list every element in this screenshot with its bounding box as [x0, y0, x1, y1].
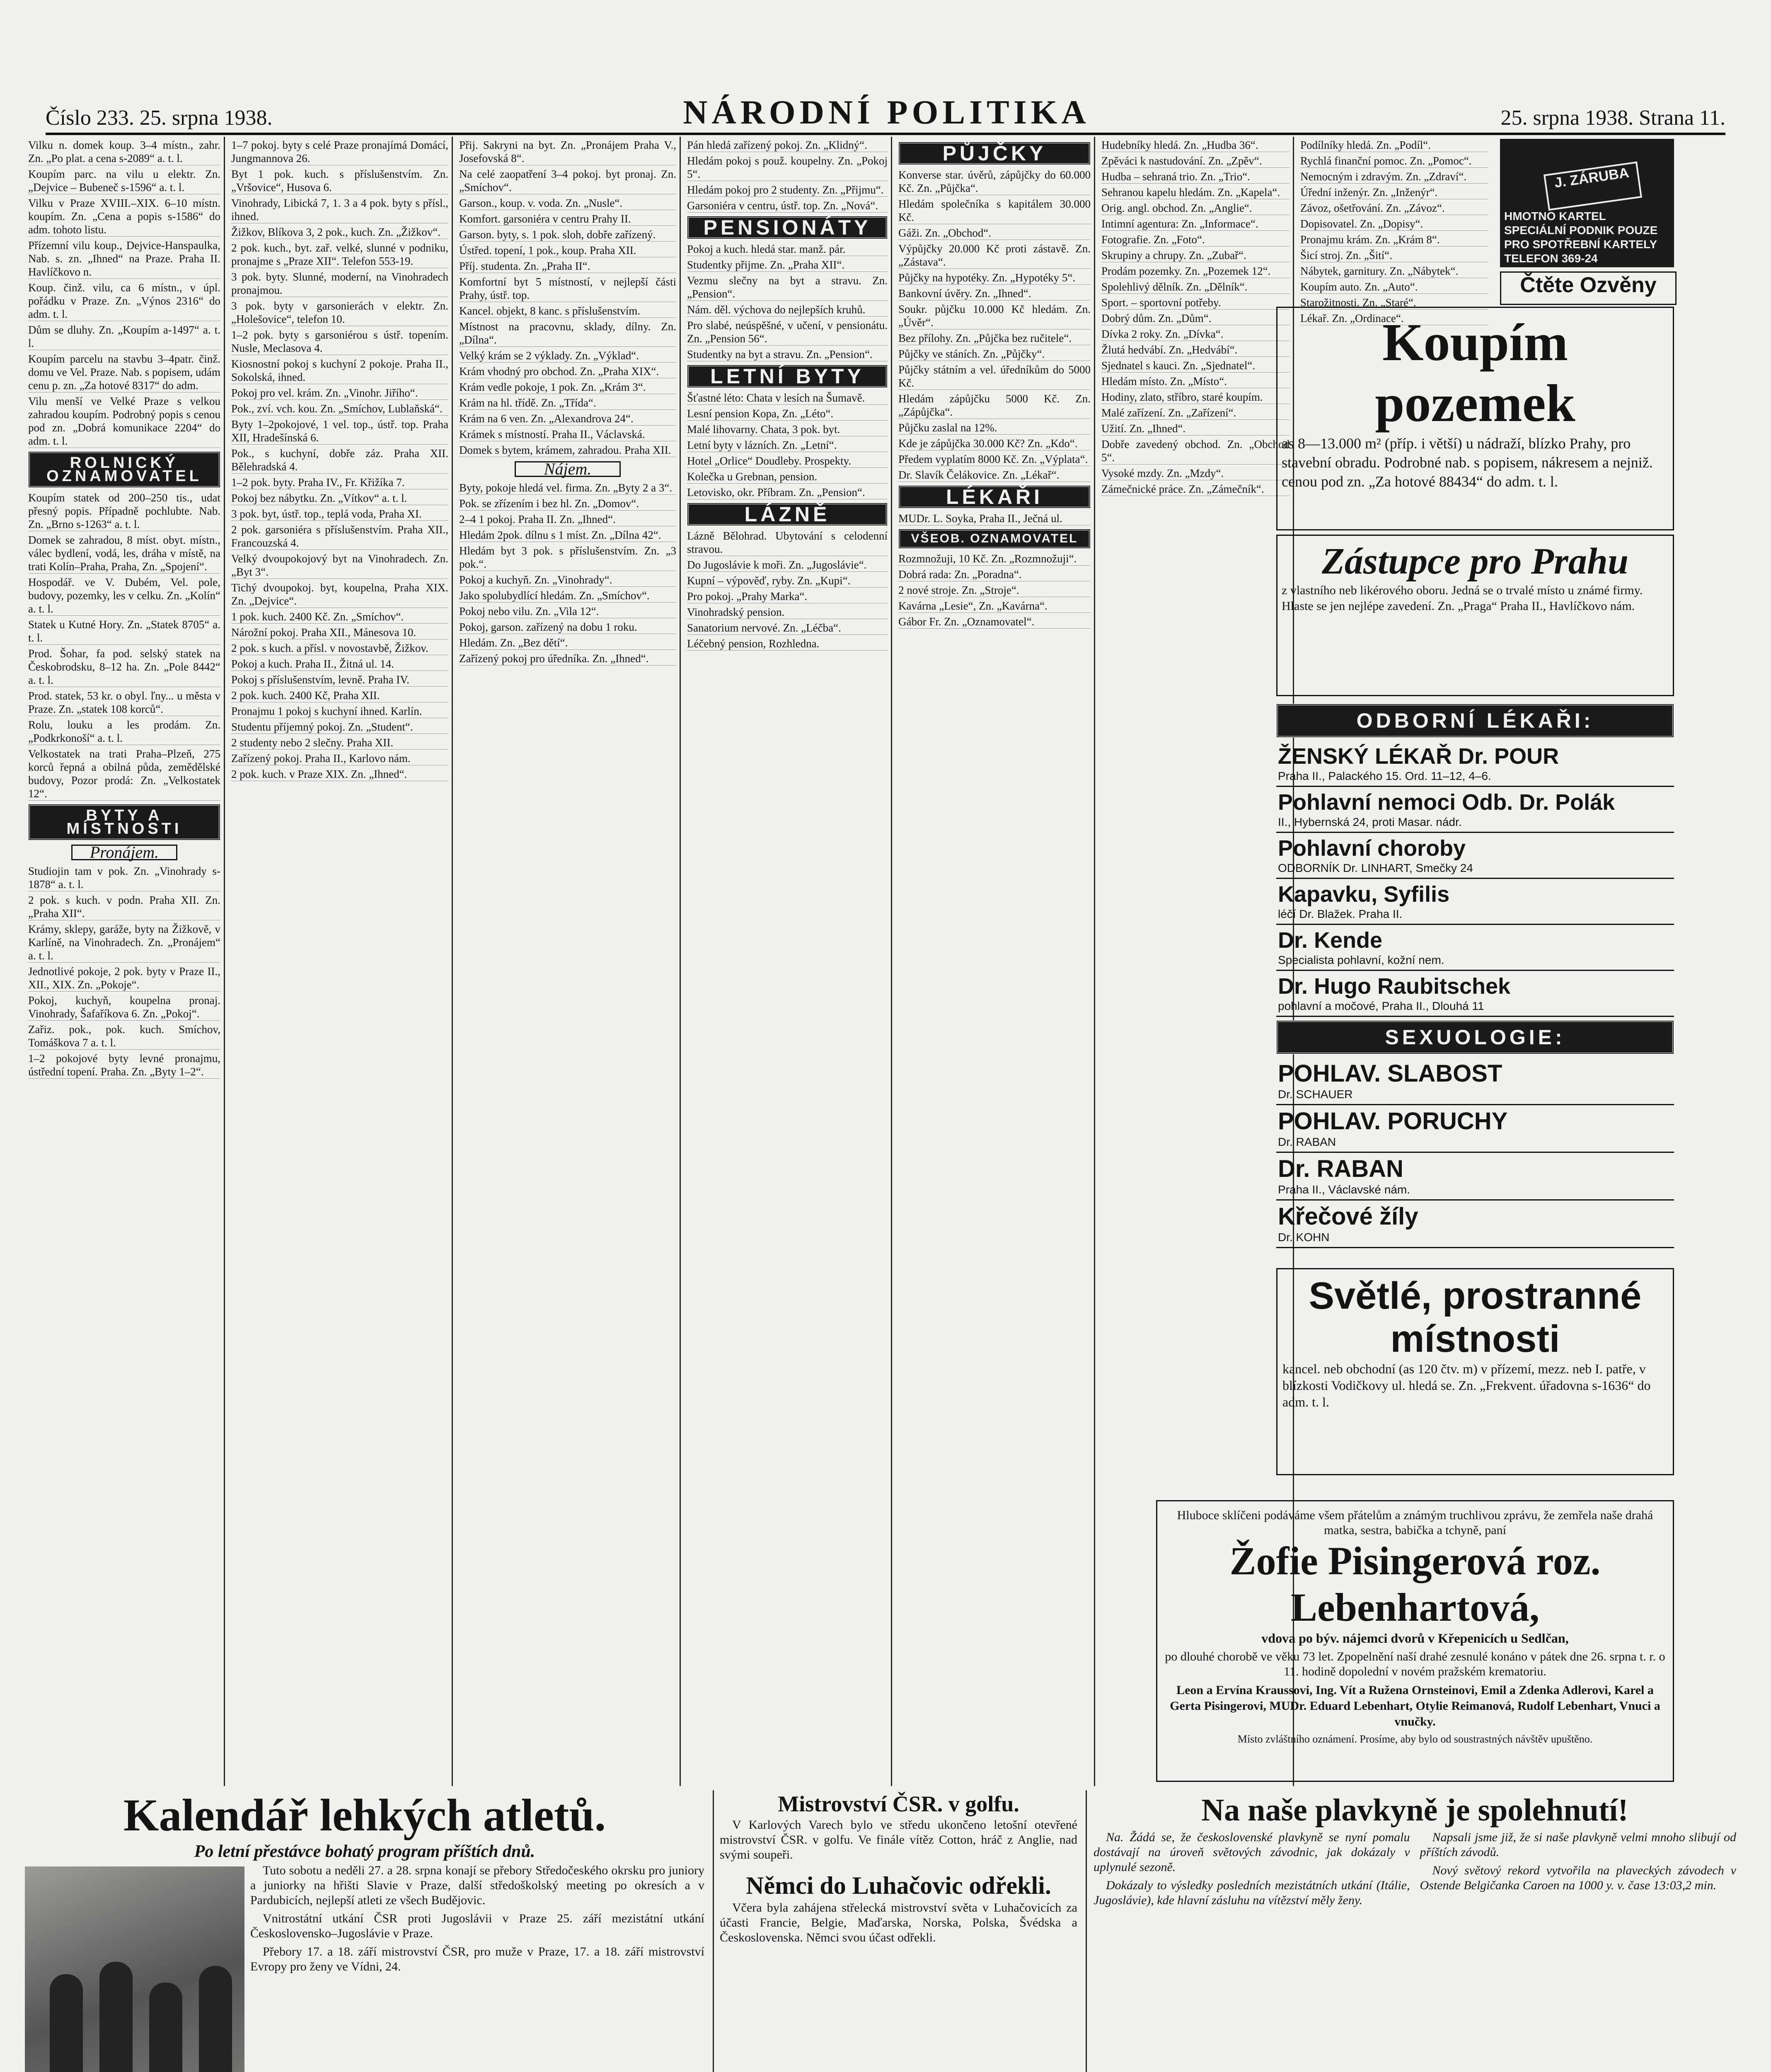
classified-ad: Komfortní byt 5 místností, v nejlepší části Prahy, ústř. top. [459, 276, 676, 301]
classified-ad: Koupím parcelu na stavbu 3–4patr. činž. domu ve Vel. Praze. Nab. s popisem, udám cenu p. zn. „Za hotové 8317“ do adm. [28, 353, 220, 392]
classified-ad: Sehranou kapelu hledám. Zn. „Kapela“. [1101, 186, 1290, 199]
classified-ad: Bankovní úvěry. Zn. „Ihned“. [898, 287, 1091, 300]
doctor-detail: Dr. KOHN [1278, 1231, 1330, 1244]
classified-ad: Pokoj, garson. zařízený na dobu 1 roku. [459, 620, 676, 634]
classified-ad: Krám na hl. třídě. Zn. „Třída“. [459, 396, 676, 410]
classified-ad: 3 pok. byt, ústř. top., teplá voda, Praha XI. [231, 507, 448, 521]
classified-ad: Sport. – sportovní potřeby. [1101, 296, 1290, 310]
classified-ad: Velký dvoupokojový byt na Vinohradech. Zn. „Byt 3“. [231, 552, 448, 578]
doctor-name: POHLAV. SLABOST [1278, 1060, 1502, 1087]
classified-ad: Sanatorium nervové. Zn. „Léčba“. [687, 621, 888, 635]
doctor-ad [1276, 741, 1674, 787]
classified-ad: Orig. angl. obchod. Zn. „Anglie“. [1101, 201, 1290, 215]
classified-ad: Gáži. Zn. „Obchod“. [898, 226, 1091, 240]
ads-list [25, 137, 224, 1082]
classified-ad: Studentky přijme. Zn. „Praha XII“. [687, 258, 888, 272]
classified-ad: Hledám společníka s kapitálem 30.000 Kč. [898, 198, 1091, 223]
classified-ad: 2 pok. kuch. 2400 Kč, Praha XII. [231, 689, 448, 702]
classified-ad: Hledám byt 3 pok. s příslušenstvím. Zn. „3 pok.“. [459, 545, 676, 570]
classified-ad: Vilku n. domek koup. 3–4 místn., zahr. Zn. „Po plat. a cena s-2089“ a. t. l. [28, 139, 220, 165]
newspaper-title: NÁRODNÍ POLITIKA [683, 93, 1090, 131]
doctor-ad [1276, 1105, 1674, 1153]
doctor-detail: Dr. RABAN [1278, 1135, 1336, 1148]
classified-ad: Půjčku zaslal na 12%. [898, 421, 1091, 435]
classified-ad: Přízemní vilu koup., Dejvice-Hanspaulka, Nab. s. zn. „Ihned“ na Praze. Praha II. Havlíčkovo n. [28, 239, 220, 278]
classified-ad: Pro pokoj. „Prahy Marka“. [687, 590, 888, 603]
section-rolnicky-oznamovatel: ROLNICKÝ OZNAMOVATEL [28, 451, 220, 488]
classified-ad: Pro slabé, neúspěšné, v učení, v pensionátu. Zn. „Pension 56“. [687, 319, 888, 345]
classified-ad: Pok., zví. vch. kou. Zn. „Smíchov, Lublaňská“. [231, 402, 448, 416]
doctor-name: Dr. Hugo Raubitschek [1278, 974, 1511, 999]
classified-ad: Starožitnosti. Zn. „Staré“. [1300, 296, 1488, 310]
obituary: Hluboce sklíčeni podáváme všem přátelům a známým truchlivou zprávu, že zemřela naše drahá matka, sestra, babička a tchyně, paní Žofie Pisingerová roz. Lebenhartová, vdova po býv. nájemci dvorů v Křepenicích u Sedlčan, po dlouhé chorobě ve věku 73 let. Zpopelnění naší drahé zesnulé konáno v pátek dne 26. srpna t. r. o 11. hodině dopolední v novém pražském krematoriu. Leon a Ervína Kraussovi, Ing. Vít a Ružena Ornsteinovi, Emil a Zdenka Adlerovi, Karel a Gerta Pisingerovi, MUDr. Eduard Lebenhart, Otylie Reimanová, Rudolf Lebenhart, Vnuci a vnučky. Místo zvláštního oznámení. Prosíme, aby bylo od soustrastných návštěv upuštěno. [1156, 1500, 1674, 1782]
classified-ad: Pokoj a kuch. hledá star. manž. pár. [687, 242, 888, 256]
classified-ad: 1–7 pokoj. byty s celé Praze pronajímá Domácí, Jungmannova 26. [231, 139, 448, 165]
classified-ad: Dobrý dům. Zn. „Dům“. [1101, 312, 1290, 325]
section-odborni-lekari: ODBORNÍ LÉKAŘI: [1276, 704, 1674, 738]
classified-ad: Jako spolubydlící hledám. Zn. „Smíchov“. [459, 589, 676, 603]
ads-list [456, 137, 680, 669]
classified-ad: Místnost na pracovnu, sklady, dílny. Zn. „Dílna“. [459, 320, 676, 346]
classified-ad: Hledám. Zn. „Bez dětí“. [459, 636, 676, 650]
section-lazne: LÁZNĚ [687, 503, 888, 526]
classified-ad: Hledám zápůjčku 5000 Kč. Zn. „Zápůjčka“. [898, 392, 1091, 418]
column-4 [684, 137, 892, 1786]
classified-ad: Nárožní pokoj. Praha XII., Mánesova 10. [231, 626, 448, 639]
classified-ad: Dopisovatel. Zn. „Dopisy“. [1300, 217, 1488, 231]
ozveny-ad: Čtěte Ozvěny [1500, 271, 1677, 305]
classified-ad: Šťastné léto: Chata v lesích na Šumavě. [687, 391, 888, 405]
classified-ad: MUDr. L. Soyka, Praha II., Ječná ul. [898, 512, 1091, 525]
column-5 [895, 137, 1095, 1786]
ads-list [1297, 137, 1492, 329]
classified-ad: Pokoj pro vel. krám. Zn. „Vinohr. Jiřího“. [231, 386, 448, 400]
classified-ad: Zpěváci k nastudování. Zn. „Zpěv“. [1101, 154, 1290, 168]
doctor-name: Dr. RABAN [1278, 1155, 1403, 1182]
classified-ad: Sjednatel s kauci. Zn. „Sjednatel“. [1101, 359, 1290, 373]
classified-ad: Pronajmu krám. Zn. „Krám 8“. [1300, 233, 1488, 247]
classified-ad: Půjčky ve stáních. Zn. „Půjčky“. [898, 347, 1091, 361]
ads-list [895, 137, 1094, 632]
doctor-ad [1276, 971, 1674, 1017]
athlete-figure [50, 1974, 83, 2072]
classified-ad: Koupím auto. Zn. „Auto“. [1300, 280, 1488, 294]
doctors-block [1276, 700, 1674, 1264]
classified-ad: Vinohrady, Libická 7, 1. 3 a 4 pok. byty s přísl., ihned. [231, 197, 448, 223]
classified-ad: Pokoj s příslušenstvím, levně. Praha IV. [231, 673, 448, 687]
doctor-name: POHLAV. PORUCHY [1278, 1108, 1508, 1135]
classified-ad: Kiosnostní pokoj s kuchyní 2 pokoje. Praha II., Sokolská, ihned. [231, 358, 448, 383]
obituary-name: Žofie Pisingerová roz. Lebenhartová, [1229, 1539, 1601, 1629]
classified-ad: Hledám pokoj s použ. koupelny. Zn. „Pokoj 5“. [687, 155, 888, 180]
classified-ad: Hudebníky hledá. Zn. „Hudba 36“. [1101, 138, 1290, 152]
classified-ad: Studentky na byt a stravu. Zn. „Pension“. [687, 348, 888, 361]
classified-ad: Jednotlivé pokoje, 2 pok. byty v Praze II., XII., XIX. Zn. „Pokoje“. [28, 965, 220, 991]
classified-ad: 3 pok. byty. Slunné, moderní, na Vinohradech pronajmou. [231, 271, 448, 296]
doctor-detail: Dr. SCHAUER [1278, 1088, 1353, 1101]
masthead [46, 91, 1725, 135]
page-number: 25. srpna 1938. Strana 11. [1500, 106, 1725, 130]
doctor-name: Kapavku, Syfilis [1278, 882, 1450, 907]
classified-ad: Tichý dvoupokoj. byt, koupelna, Praha XIX. Zn. „Dejvice“. [231, 581, 448, 607]
doctor-name: Pohlavní choroby [1278, 836, 1466, 861]
classified-ad: Spolehlivý dělník. Zn. „Dělník“. [1101, 280, 1290, 294]
classified-ad: Kolečka u Grebnan, pension. [687, 470, 888, 484]
classified-ad: Studiojin tam v pok. Zn. „Vinohrady s-1878“ a. t. l. [28, 865, 220, 891]
classified-ad: Bez přílohy. Zn. „Půjčka bez ručitele“. [898, 332, 1091, 345]
classified-ad: Konverse star. úvěrů, zápůjčky do 60.000 Kč. Zn. „Půjčka“. [898, 169, 1091, 194]
classified-ad: Dobře zavedený obchod. Zn. „Obchod 5“. [1101, 438, 1290, 464]
classified-ad: Půjčky na hypotéky. Zn. „Hypotéky 5“. [898, 271, 1091, 285]
classified-ad: Kancel. objekt, 8 kanc. s příslušenstvím. [459, 304, 676, 318]
classified-ad: Koup. činž. vilu, ca 6 místn., v úpl. pořádku v Praze. Zn. „Výnos 2316“ do adm. t. l. [28, 281, 220, 320]
classified-ad: Zařízený pokoj. Praha II., Karlovo nám. [231, 752, 448, 765]
classified-ad: Vinohradský pension. [687, 605, 888, 619]
doctor-ad [1276, 1201, 1674, 1248]
classified-ad: 2–4 1 pokoj. Praha II. Zn. „Ihned“. [459, 513, 676, 526]
classified-ad: Garson. byty, s. 1 pok. sloh, dobře zařízený. [459, 228, 676, 242]
issue-date: Číslo 233. 25. srpna 1938. [46, 106, 273, 130]
classified-ad: Vezmu slečny na byt a stravu. Zn. „Pension“. [687, 274, 888, 300]
section-byty-mistnosti: BYTY A MÍSTNOSTI [28, 804, 220, 840]
classified-ad: Zámečnické práce. Zn. „Zámečník“. [1101, 482, 1290, 496]
doctor-name: Křečové žíly [1278, 1203, 1418, 1230]
sports-section [25, 1790, 1736, 2072]
column-1 [25, 137, 225, 1786]
classified-ad: Dr. Slavík Čelákovice. Zn. „Lékař“. [898, 468, 1091, 482]
classified-ad: Garsoniéra v centru, ústř. top. Zn. „Nová“. [687, 199, 888, 213]
classified-ad: Krám vhodný pro obchod. Zn. „Praha XIX“. [459, 365, 676, 378]
classified-ad: Pokoj a kuch. Praha II., Žitná ul. 14. [231, 657, 448, 671]
classified-ad: 2 nové stroje. Zn. „Stroje“. [898, 583, 1091, 597]
classified-ad: Letovisko, okr. Příbram. Zn. „Pension“. [687, 486, 888, 499]
classified-ad: Domek se zahradou, 8 míst. obyt. místn., válec bydlení, vodá, les, dráha v místě, na trati Kolín–Praha, Praha, Zn. „Spojení“. [28, 534, 220, 573]
doctor-name: Pohlavní nemoci Odb. Dr. Polák [1278, 790, 1615, 815]
section-pensionaty: PENSIONÁTY [687, 216, 888, 239]
athlete-figure [199, 1966, 232, 2072]
athlete-figure [149, 1982, 182, 2072]
classified-ad: Rychlá finanční pomoc. Zn. „Pomoc“. [1300, 154, 1488, 168]
classified-ad: Přij. Sakryni na byt. Zn. „Pronájem Praha V., Josefovská 8“. [459, 139, 676, 165]
classified-ad: Dívka 2 roky. Zn. „Dívka“. [1101, 327, 1290, 341]
classified-ad: Pokoj nebo vilu. Zn. „Vila 12“. [459, 605, 676, 618]
classified-ad: 2 pok. s kuch. v podn. Praha XII. Zn. „Praha XII“. [28, 894, 220, 920]
zastupce-ad: Zástupce pro Prahu z vlastního neb likérového oboru. Jedná se o trvalé místo u známé firmy. Hlaste se jen nejlépe zavedení. Zn. „Praga“ Praha II., Havlíčkovo nám. [1276, 535, 1674, 696]
classified-ad: Hotel „Orlice“ Doudleby. Prospekty. [687, 454, 888, 468]
classified-ad: 2 pok. garsoniéra s příslušenstvím. Praha XII., Francouzská 4. [231, 523, 448, 549]
classified-ad: Krámy, sklepy, garáže, byty na Žižkově, v Karlíně, na Vinohradech. Zn. „Pronájem“ a. t. l. [28, 923, 220, 962]
logo-text: HMOTNO KARTEL SPECIÁLNÍ PODNIK POUZE PRO SPOTŘEBNÍ KARTELY TELEFON 369-24 [1504, 210, 1658, 265]
ads-list [684, 137, 891, 654]
classified-ad: 2 studenty nebo 2 slečny. Praha XII. [231, 736, 448, 750]
classified-ad: Malé lihovarny. Chata, 3 pok. byt. [687, 423, 888, 436]
classified-ad: Kupní – výpověď, ryby. Zn. „Kupi“. [687, 574, 888, 588]
svetle-mistnosti-ad: Světlé, prostranné místnosti kancel. neb obchodní (as 120 čtv. m) v přízemí, mezz. neb I. patře, v blízkosti Vodičkovy ul. hledá se. Zn. „Frekvent. úřadovna s-1636“ do adm. t. l. [1276, 1268, 1674, 1475]
classified-ad: Pronajmu 1 pokoj s kuchyní ihned. Karlín. [231, 704, 448, 718]
classified-ad: Půjčky státním a vel. úředníkům do 5000 Kč. [898, 363, 1091, 389]
classified-ad: Malé zařízení. Zn. „Zařízení“. [1101, 406, 1290, 420]
classified-ad: Lékař. Zn. „Ordinace“. [1300, 312, 1488, 325]
classified-ad: 1 pok. kuch. 2400 Kč. Zn. „Smíchov“. [231, 610, 448, 624]
classified-ad: Garson., koup. v. voda. Zn. „Nusle“. [459, 196, 676, 210]
koupim-pozemek-ad: Koupím pozemek as 8—13.000 m² (příp. i větší) u nádraží, blízko Prahy, pro stavební obradu. Podrobné nab. s popisem, nákresem a nejniž. cenou pod zn. „Za hotové 88434“ do adm. t. l. [1276, 307, 1674, 530]
classified-ad: Soukr. půjčku 10.000 Kč hledám. Zn. „Úvěr“. [898, 303, 1091, 329]
classified-ad: Příj. studenta. Zn. „Praha II“. [459, 259, 676, 273]
classified-ad: Úřední inženýr. Zn. „Inženýr“. [1300, 186, 1488, 199]
doctor-detail: ODBORNÍK Dr. LINHART, Smečky 24 [1278, 862, 1473, 874]
section-vseob-oznamovatel: VŠEOB. OZNAMOVATEL [898, 529, 1091, 549]
classified-ad: Komfort. garsoniéra v centru Prahy II. [459, 212, 676, 226]
classified-ad: Pokoj bez nábytku. Zn. „Vítkov“ a. t. l. [231, 491, 448, 505]
ads-list [1098, 137, 1293, 500]
classified-ad: Koupím parc. na vilu u elektr. Zn. „Dejvice – Bubeneč s-1596“ a. t. l. [28, 168, 220, 194]
doctor-ad [1276, 1058, 1674, 1105]
sexuology-list [1276, 1058, 1674, 1248]
classified-ad: Žižkov, Blíkova 3, 2 pok., kuch. Zn. „Žižkov“. [231, 225, 448, 239]
zaruba-logo [1500, 139, 1674, 267]
classified-ad: 1–2 pokojové byty levné pronajmu, ústřední topení. Praha. Zn. „Byty 1–2“. [28, 1052, 220, 1078]
ads-list [228, 137, 452, 785]
classified-ad: 2 pok. s kuch. a přísl. v novostavbě, Žižkov. [231, 641, 448, 655]
classified-ad: Léčebný pension, Rozhledna. [687, 637, 888, 651]
classified-ad: Dobrá rada: Zn. „Poradna“. [898, 568, 1091, 581]
classified-ad: 2 pok. kuch. v Praze XIX. Zn. „Ihned“. [231, 767, 448, 781]
column-3 [456, 137, 681, 1786]
classified-ad: Rolu, louku a les prodám. Zn. „Podkrkonoší“ a. t. l. [28, 719, 220, 744]
classified-ad: Žlutá hedvábí. Zn. „Hedvábí“. [1101, 343, 1290, 357]
classified-ad: Velký krám se 2 výklady. Zn. „Výklad“. [459, 349, 676, 363]
classified-ad: Domek s bytem, krámem, zahradou. Praha XII. [459, 443, 676, 457]
classified-ad: Užití. Zn. „Ihned“. [1101, 422, 1290, 436]
doctor-name: ŽENSKÝ LÉKAŘ Dr. POUR [1278, 744, 1559, 769]
plavkyne-article: Na naše plavkyně je spolehnutí! Na. Žádá se, že československé plavkyně se nyní pomalu dostávají na úroveň světových závodnic, jak dokázaly v uplynulé sezoně. Dokázaly to výsledky posledních mezistátních utkání (Itálie, Jugoslávie), kde hlavní zásluhu na vítězství měly ženy. Napsali jsme již, že si naše plavkyně velmi mnoho slibují od příštích závodů. Nový světový rekord vytvořila na plaveckých závodech v Ostende Belgičanka Caroen na 1000 y. v. čase 13:03,2 min. [1086, 1790, 1736, 2072]
classified-ad: Lázně Bělohrad. Ubytování s celodenní stravou. [687, 530, 888, 555]
classified-ad: Výpůjčky 20.000 Kč proti zástavě. Zn. „Zástava“. [898, 242, 1091, 268]
subsection-pronajem: Pronájem. [71, 845, 177, 860]
classified-ad: Skrupiny a chrupy. Zn. „Zubař“. [1101, 249, 1290, 262]
doctor-detail: Praha II., Václavské nám. [1278, 1183, 1411, 1196]
logo-stamp: J. ZÁRUBA [1544, 162, 1642, 211]
classified-ad: Hledám pokoj pro 2 studenty. Zn. „Přijmu“. [687, 183, 888, 197]
classified-ad: Vilu menší ve Velké Praze s velkou zahradou koupím. Podrobný popis s cenou pod zn. „Dobrá komunikace 2204“ do adm. t. l. [28, 395, 220, 447]
classified-ad: Pok., s kuchyní, dobře záz. Praha XII. Bělehradská 4. [231, 447, 448, 473]
classified-ad: Nám. děl. výchova do nejlepších kruhů. [687, 303, 888, 317]
classified-ad: Hledám místo. Zn. „Místo“. [1101, 375, 1290, 388]
classified-ad: Vilku v Praze XVIII.–XIX. 6–10 místn. koupím. Zn. „Cena a popis s-1586“ do adm. tohoto listu. [28, 197, 220, 236]
classified-ad: Pán hledá zařízený pokoj. Zn. „Klidný“. [687, 138, 888, 152]
classified-ad: Zařiz. pok., pok. kuch. Smíchov, Tomáškova 7 a. t. l. [28, 1023, 220, 1049]
classified-ad: Vysoké mzdy. Zn. „Mzdy“. [1101, 467, 1290, 480]
classified-ad: Kde je zápůjčka 30.000 Kč? Zn. „Kdo“. [898, 437, 1091, 450]
classified-ad: Hledám 2pok. dílnu s 1 míst. Zn. „Dílna 42“. [459, 528, 676, 542]
classified-ad: Dům se dluhy. Zn. „Koupím a-1497“ a. t. l. [28, 324, 220, 349]
classified-ad: Byty 1–2pokojové, 1 vel. top., ústř. top. Praha XII, Hradešínská 6. [231, 418, 448, 444]
classified-ad: Gábor Fr. Zn. „Oznamovatel“. [898, 615, 1091, 629]
classified-ad: Byt 1 pok. kuch. s příslušenstvím. Zn. „Vršovice“, Husova 6. [231, 168, 448, 194]
classified-ad: 1–2 pok. byty. Praha IV., Fr. Křižíka 7. [231, 476, 448, 489]
doctor-detail: pohlavní a močové, Praha II., Dlouhá 11 [1278, 1000, 1484, 1012]
classified-ad: Prodám pozemky. Zn. „Pozemek 12“. [1101, 264, 1290, 278]
classified-ad: Ústřed. topení, 1 pok., koup. Praha XII. [459, 244, 676, 257]
classified-ad: Pokoj a kuchyň. Zn. „Vinohrady“. [459, 573, 676, 587]
classified-ad: Prod. Šohar, fa pod. selský statek na Českobrodsku, 8–12 ha. Zn. „Pole 8442“ a. t. l. [28, 647, 220, 686]
doctor-ad [1276, 879, 1674, 925]
classified-ad: Fotografie. Zn. „Foto“. [1101, 233, 1290, 247]
section-letni-byty: LETNÍ BYTY [687, 365, 888, 388]
classified-ad: Nábytek, garnitury. Zn. „Nábytek“. [1300, 264, 1488, 278]
classified-ad: 3 pok. byty v garsonierách v elektr. Zn. „Holešovice“, telefon 10. [231, 300, 448, 325]
classified-ad: Hudba – sehraná trio. Zn. „Trio“. [1101, 170, 1290, 184]
classified-ad: Intimní agentura: Zn. „Informace“. [1101, 217, 1290, 231]
doctor-detail: Praha II., Palackého 15. Ord. 11–12, 4–6. [1278, 770, 1491, 782]
doctor-ad [1276, 925, 1674, 971]
classified-ad: Šicí stroj. Zn. „Šití“. [1300, 249, 1488, 262]
doctor-detail: Specialista pohlavní, kožní nem. [1278, 954, 1444, 966]
classified-ad: Koupím statek od 200–250 tis., udat přesný popis. Případně pochlubte. Nab. Zn. „Brno s-1263“ a. t. l. [28, 491, 220, 530]
classified-ad: Nemocným i zdravým. Zn. „Zdraví“. [1300, 170, 1488, 184]
classified-ad: Na celé zaopatření 3–4 pokoj. byt pronaj. Zn. „Smíchov“. [459, 168, 676, 194]
classified-ad: Letní byty v lázních. Zn. „Letní“. [687, 438, 888, 452]
athletes-photo [25, 1866, 244, 2072]
classified-ad: 2 pok. kuch., byt. zař. velké, slunné v podniku, pronajme s „Praze XII“. Telefon 553-19. [231, 242, 448, 267]
classified-ad: Podílníky hledá. Zn. „Podíl“. [1300, 138, 1488, 152]
subsection-najem: Nájem. [515, 461, 621, 477]
classified-ad: Prod. statek, 53 kr. o obyl. ľny... u města v Praze. Zn. „statek 108 korců“. [28, 690, 220, 715]
classified-ad: Předem vyplatím 8000 Kč. Zn. „Výplata“. [898, 453, 1091, 466]
classified-ad: Krámek s místností. Praha II., Václavská. [459, 428, 676, 441]
column-2 [228, 137, 453, 1786]
classified-ad: 1–2 pok. byty s garsoniérou s ústř. topením. Nusle, Meclasova 4. [231, 329, 448, 354]
classified-ad: Lesní pension Kopa, Zn. „Léto“. [687, 407, 888, 421]
section-lekari: LÉKAŘI [898, 485, 1091, 508]
classified-ad: Do Jugoslávie k moři. Zn. „Jugoslávie“. [687, 558, 888, 572]
doctor-ad [1276, 787, 1674, 833]
golf-article: Mistrovství ČSR. v golfu. V Karlových Varech bylo ve středu ukončeno letošní otevřené mistrovství ČSR. v golfu. Ve finále vítěz Cotton, hráč z Anglie, nad svými soupeři. Němci do Luhačovic odřekli. Včera byla zahájena střelecká mistrovství světa v Luhačovicích za účasti Francie, Belgie, Maďarska, Norska, Polska, Švédska a Československa. Němci svou účast odřekli. [713, 1790, 1077, 2072]
doctors-list [1276, 741, 1674, 1017]
classified-ad: Závoz, ošetřování. Zn. „Závoz“. [1300, 201, 1488, 215]
doctor-name: Dr. Kende [1278, 928, 1383, 953]
section-sexuologie: SEXUOLOGIE: [1276, 1020, 1674, 1054]
classified-ad: Pok. se zřízením i bez hl. Zn. „Domov“. [459, 497, 676, 511]
classified-ad: Hospodář. ve V. Dubém, Vel. pole, budovy, pozemky, les v celku. Zn. „Kolín“ a. t. l. [28, 576, 220, 615]
classified-ad: Velkostatek na trati Praha–Plzeň, 275 korců řepná a obilná půda, zemědělské budovy, Pozor prodá: Zn. „Velkostatek 12“. [28, 748, 220, 800]
classified-ad: Kavárna „Lesie“, Zn. „Kavárna“. [898, 599, 1091, 613]
classified-ad: Studentu příjemný pokoj. Zn. „Student“. [231, 720, 448, 734]
kalendar-title: Kalendář lehkých atletů. [123, 1790, 606, 1840]
classified-ad: Rozmnožuji, 10 Kč. Zn. „Rozmnožuji“. [898, 552, 1091, 566]
classified-ad: Zařízený pokoj pro úředníka. Zn. „Ihned“. [459, 652, 676, 666]
classified-ad: Hodiny, zlato, stříbro, staré koupím. [1101, 390, 1290, 404]
section-pujcky: PŮJČKY [898, 142, 1091, 165]
athlete-figure [99, 1962, 133, 2072]
doctor-detail: II., Hybernská 24, proti Masar. nádr. [1278, 816, 1462, 828]
doctor-ad [1276, 1153, 1674, 1201]
classified-ad: Krám na 6 ven. Zn. „Alexandrova 24“. [459, 412, 676, 426]
classified-ad: Krám vedle pokoje, 1 pok. Zn. „Krám 3“. [459, 380, 676, 394]
classified-ad: Statek u Kutné Hory. Zn. „Statek 8705“ a. t. l. [28, 618, 220, 644]
kalendar-article: Kalendář lehkých atletů. Po letní přestávce bohatý program příštích dnů. Tuto sobotu a neděli 27. a 28. srpna konají se přebory Středočeského okrsku pro juniory a juniorky na hřišti Slavie v Praze, další středoškolský meeting po okresích a v Pardubicích, nejlepší atleti ze všech Budějovic. Vnitrostátní utkání ČSR proti Jugoslávii v Praze 25. září mezistátní utkání Československo–Jugoslávie v Praze. Přebory 17. a 18. září mistrovství ČSR, pro muže v Praze, 17. a 18. září mistrovství Evropy pro ženy ve Vídni, 24. [25, 1790, 704, 2072]
classified-ad: Byty, pokoje hledá vel. firma. Zn. „Byty 2 a 3“. [459, 481, 676, 495]
classified-ad: Pokoj, kuchyň, koupelna pronaj. Vinohrady, Šafaříkova 6. Zn. „Pokoj“. [28, 994, 220, 1020]
doctor-ad [1276, 833, 1674, 879]
doctor-detail: léčí Dr. Blažek. Praha II. [1278, 908, 1403, 920]
